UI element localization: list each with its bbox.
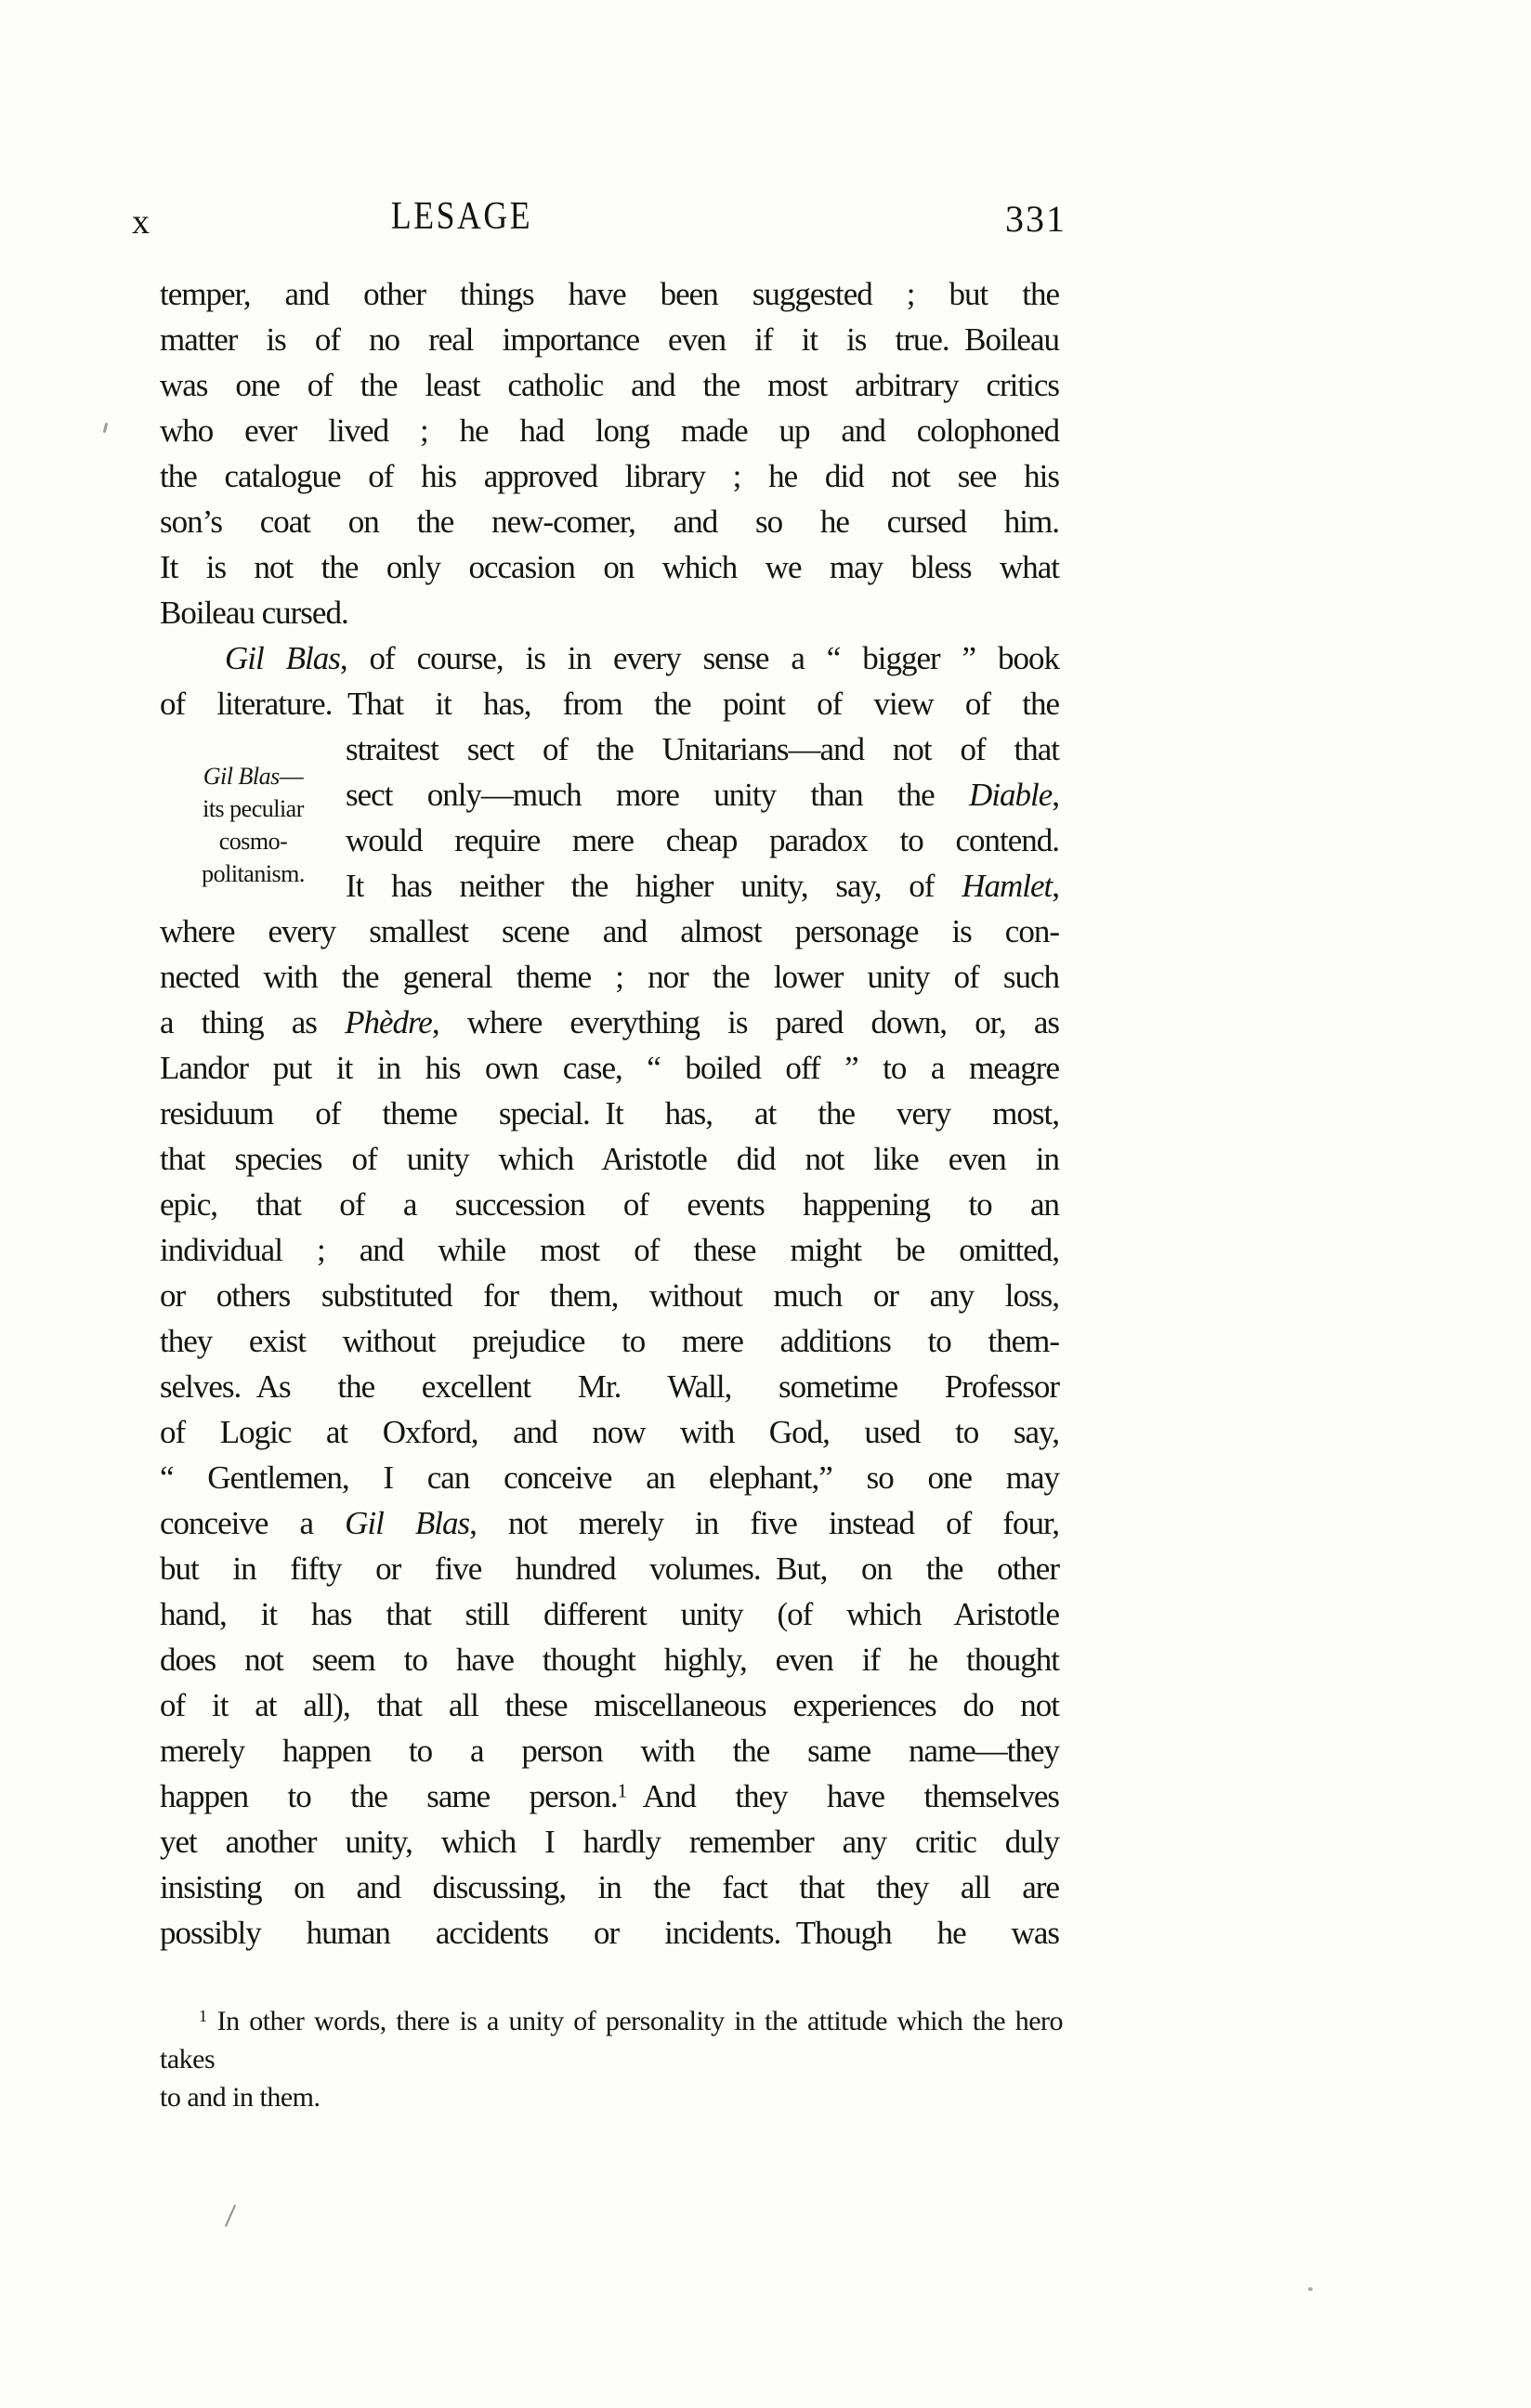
text-line: “ Gentlemen, I can conceive an elephant,” so one may bbox=[160, 1459, 1059, 1496]
text-line: where every smallest scene and almost personage is con- bbox=[160, 913, 1059, 949]
text-line: selves. As the excellent Mr. Wall, sometime Professor bbox=[160, 1368, 1059, 1405]
text-line: Gil Blas, of course, is in every sense a “ bigger ” book bbox=[225, 640, 1059, 676]
footnote-line: to and in them. bbox=[160, 2082, 321, 2113]
text-line: matter is of no real importance even if it is true. Boileau bbox=[160, 321, 1059, 358]
text-line: does not seem to have thought highly, even if he thought bbox=[160, 1642, 1059, 1678]
text-line: was one of the least catholic and the most arbitrary critics bbox=[160, 367, 1059, 403]
text-line: or others substituted for them, without much or any loss, bbox=[160, 1277, 1059, 1314]
text-line: of Logic at Oxford, and now with God, used to say, bbox=[160, 1414, 1059, 1450]
text-line: of literature. That it has, from the point of view of the bbox=[160, 686, 1059, 722]
margin-note-line: its peculiar bbox=[203, 795, 304, 822]
text-line: conceive a Gil Blas, not merely in five instead of four, bbox=[160, 1505, 1059, 1541]
text-line: hand, it has that still different unity (of which Aristotle bbox=[160, 1596, 1059, 1632]
text-line: who ever lived ; he had long made up and colophoned bbox=[160, 412, 1059, 449]
footnote-line: $^1$ In other words, there is a unity of personality in the attitude which the hero takes bbox=[160, 2006, 1063, 2074]
text-line: residuum of theme special. It has, at the very most, bbox=[160, 1095, 1059, 1132]
text-line: the catalogue of his approved library ; he did not see his bbox=[160, 458, 1059, 494]
text-line: merely happen to a person with the same name—they bbox=[160, 1733, 1059, 1769]
text-line: temper, and other things have been suggested ; but the bbox=[160, 276, 1059, 312]
scan-artifact bbox=[1308, 2287, 1313, 2291]
text-line: they exist without prejudice to mere additions to them- bbox=[160, 1323, 1059, 1359]
text-line: Landor put it in his own case, “ boiled off ” to a meagre bbox=[160, 1050, 1059, 1086]
margin-note-line: politanism. bbox=[202, 860, 305, 887]
page-number: 331 bbox=[1005, 198, 1066, 240]
text-line: sect only—much more unity than the Diable, bbox=[346, 777, 1059, 813]
text-line: a thing as Phèdre, where everything is pared down, or, as bbox=[160, 1004, 1059, 1040]
text-line: It is not the only occasion on which we may bless what bbox=[160, 549, 1059, 585]
scan-artifact bbox=[225, 2205, 236, 2228]
text-line: It has neither the higher unity, say, of Hamlet, bbox=[346, 868, 1059, 904]
text-line: son’s coat on the new-comer, and so he cursed him. bbox=[160, 504, 1059, 540]
text-line: yet another unity, which I hardly remember any critic duly bbox=[160, 1824, 1059, 1860]
scan-artifact bbox=[103, 423, 109, 433]
text-line: of it at all), that all these miscellaneous experiences do not bbox=[160, 1687, 1059, 1723]
text-line: straitest sect of the Unitarians—and not of that bbox=[346, 731, 1059, 767]
text-line: individual ; and while most of these might be omitted, bbox=[160, 1232, 1059, 1268]
text-line: possibly human accidents or incidents. Though he was bbox=[160, 1915, 1059, 1951]
text-line: that species of unity which Aristotle did not like even in bbox=[160, 1141, 1059, 1177]
text-line: happen to the same person.$^1$ And they have themselves bbox=[160, 1778, 1059, 1814]
text-line: insisting on and discussing, in the fact that they all are bbox=[160, 1869, 1059, 1905]
text-body bbox=[160, 271, 1059, 1956]
text-line: epic, that of a succession of events happening to an bbox=[160, 1186, 1059, 1223]
chapter-folio: x bbox=[132, 203, 150, 242]
margin-note-line: Gil Blas— bbox=[203, 763, 304, 790]
text-line: nected with the general theme ; nor the lower unity of such bbox=[160, 959, 1059, 995]
footnote bbox=[160, 2002, 1063, 2116]
margin-note-line: cosmo- bbox=[218, 828, 288, 855]
text-line: but in fifty or five hundred volumes. But, on the other bbox=[160, 1551, 1059, 1587]
text-line: Boileau cursed. bbox=[160, 595, 348, 631]
running-title: LESAGE bbox=[390, 195, 533, 238]
margin-note bbox=[163, 760, 344, 890]
text-line: would require mere cheap paradox to contend. bbox=[346, 822, 1059, 858]
